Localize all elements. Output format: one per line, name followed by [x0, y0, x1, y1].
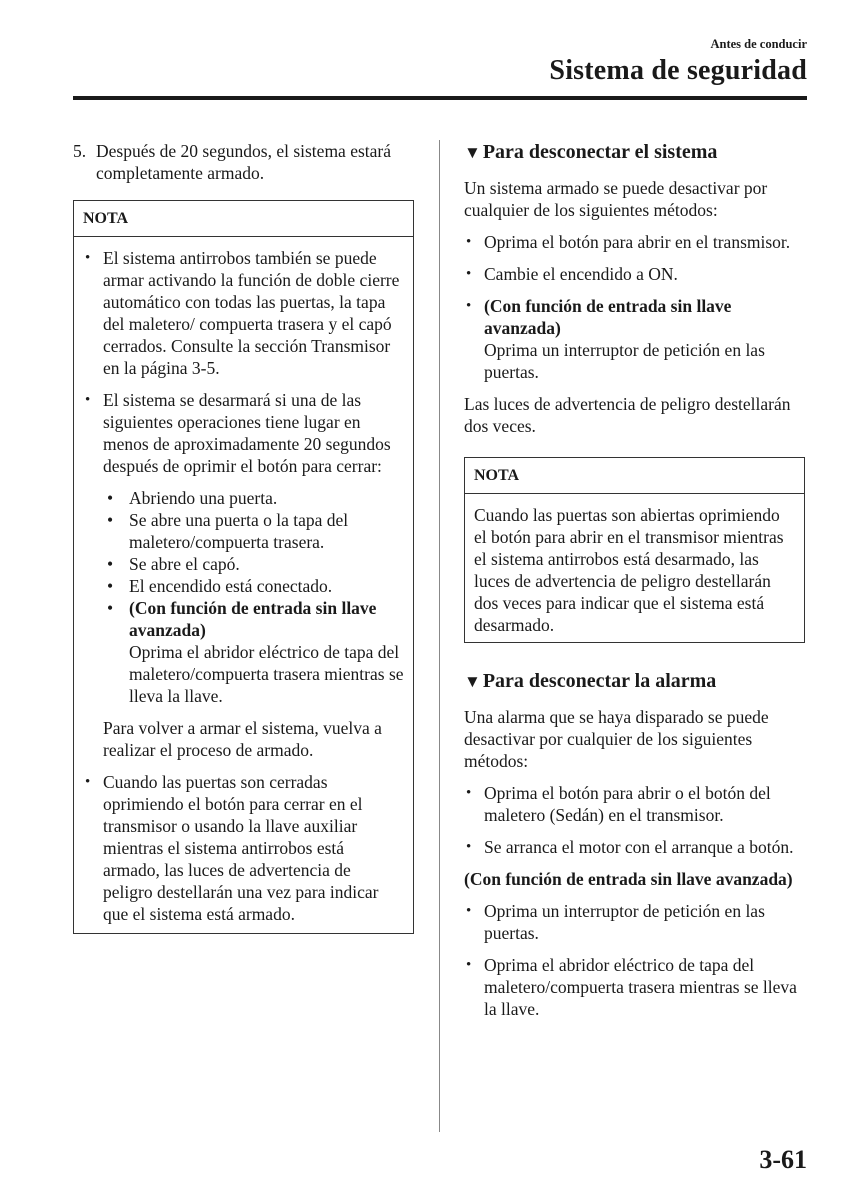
bold-subheading: (Con función de entrada sin llave avanzada)	[464, 869, 793, 889]
bullet-text: Oprima el botón para abrir o el botón del maletero (Sedán) en el transmisor.	[484, 783, 771, 825]
sub-item-bold-heading: (Con función de entrada sin llave avanzada)	[129, 598, 377, 640]
step-number: 5.	[73, 141, 87, 161]
bullet-icon: •	[85, 774, 91, 790]
sub-bullet-icon: •	[107, 510, 114, 530]
sub-bullet-icon: •	[107, 598, 114, 618]
bullet-icon: •	[85, 250, 91, 266]
list-item	[464, 900, 805, 944]
bullet-text: El sistema se desarmará si una de las siguientes operaciones tiene lugar en menos de aproximadamente 20 segundos después de oprimir el botón para cerrar:	[103, 390, 391, 476]
header-section-label: Antes de conducir	[710, 37, 807, 51]
bullet-text: Se arranca el motor con el arranque a botón.	[484, 837, 794, 857]
list-item	[464, 836, 805, 858]
sub-list-item	[103, 575, 404, 597]
rearm-text: Para volver a armar el sistema, vuelva a realizar el proceso de armado.	[103, 718, 382, 760]
bullet-text: El sistema antirrobos también se puede armar activando la función de doble cierre automático con todas las puertas, la tapa del maletero/ compuerta trasera y el capó cerrados. Consulte la sección Transmisor en la página 3-5.	[103, 248, 400, 378]
bold-heading: (Con función de entrada sin llave avanzada)	[484, 296, 732, 338]
list-item	[464, 263, 805, 285]
bullet-icon: •	[466, 234, 472, 250]
heading-text: Para desconectar el sistema	[482, 141, 718, 163]
sub-list-item	[103, 509, 404, 553]
section-heading-disconnect-system	[464, 140, 805, 165]
list-item	[464, 782, 805, 826]
bullet-icon: •	[466, 266, 472, 282]
sub-bullet-icon: •	[107, 576, 114, 596]
header-rule	[73, 96, 807, 100]
nota-box-right	[464, 457, 805, 643]
bullet-icon: •	[466, 957, 472, 973]
bullet-2-content	[103, 389, 404, 771]
step-text: Después de 20 segundos, el sistema estará completamente armado.	[96, 141, 391, 183]
page-title: Sistema de seguridad	[549, 55, 807, 86]
page-number: 3-61	[759, 1145, 807, 1174]
section-heading-disconnect-alarm	[464, 669, 805, 694]
sub-item-content	[129, 597, 404, 707]
nota-bullet-1	[83, 247, 404, 379]
column-divider	[439, 140, 440, 1132]
sub-bullet-icon: •	[107, 554, 114, 574]
list-item	[464, 295, 805, 383]
bullet-icon: •	[466, 903, 472, 919]
sub-item-text: Abriendo una puerta.	[129, 488, 278, 508]
bullet-content	[484, 295, 805, 383]
bullet-text: Oprima el abridor eléctrico de tapa del maletero/compuerta trasera mientras se lleva la llave.	[484, 955, 797, 1019]
sub-bullet-icon: •	[107, 488, 114, 508]
nota-heading: NOTA	[74, 201, 413, 237]
sub-item-text: El encendido está conectado.	[129, 576, 333, 596]
nota-body: Cuando las puertas son abiertas oprimiendo el botón para abrir en el transmisor mientras el sistema antirrobos está desarmado, las luces de advertencia de peligro destellarán dos veces para indicar que el sistema está desarmado.	[474, 505, 784, 635]
sub-list-item	[103, 553, 404, 575]
nota-bullet-2	[83, 389, 404, 771]
bullet-text: Oprima el botón para abrir en el transmisor.	[484, 232, 791, 252]
bullet-icon: •	[466, 298, 472, 314]
nota-box-left	[73, 200, 414, 934]
left-column	[73, 140, 414, 934]
triangle-icon: ▼	[464, 143, 481, 162]
right-column	[464, 140, 805, 1030]
bullet-icon: •	[85, 392, 91, 408]
list-item	[464, 231, 805, 253]
bullet-text: Cuando las puertas son cerradas oprimiendo el botón para cerrar en el transmisor o usando la llave auxiliar mientras el sistema antirrobos está armado, las luces de advertencia de peligro destellarán una vez para indicar que el sistema está armado.	[103, 772, 379, 924]
sub-item-text: Se abre una puerta o la tapa del maletero/compuerta trasera.	[129, 510, 349, 552]
step-5	[73, 140, 414, 184]
nota-heading: NOTA	[465, 458, 804, 494]
list-item	[464, 954, 805, 1020]
intro-text: Una alarma que se haya disparado se puede desactivar por cualquier de los siguientes métodos:	[464, 707, 769, 771]
page-header	[73, 36, 807, 88]
sub-item-text: Oprima el abridor eléctrico de tapa del maletero/compuerta trasera mientras se lleva la llave.	[129, 642, 404, 706]
sub-list	[103, 487, 404, 707]
outro-text: Las luces de advertencia de peligro destellarán dos veces.	[464, 394, 791, 436]
sub-item-text: Se abre el capó.	[129, 554, 240, 574]
triangle-icon: ▼	[464, 672, 481, 691]
nota-bullet-3	[83, 771, 404, 925]
bullet-text: Oprima un interruptor de petición en las puertas.	[484, 901, 765, 943]
sub-list-item	[103, 487, 404, 509]
bullet-text: Oprima un interruptor de petición en las puertas.	[484, 340, 765, 382]
sub-list-item	[103, 597, 404, 707]
nota-body	[74, 237, 413, 933]
heading-text: Para desconectar la alarma	[482, 670, 717, 692]
intro-text: Un sistema armado se puede desactivar por cualquier de los siguientes métodos:	[464, 178, 768, 220]
bullet-icon: •	[466, 839, 472, 855]
bullet-text: Cambie el encendido a ON.	[484, 264, 678, 284]
bullet-icon: •	[466, 785, 472, 801]
